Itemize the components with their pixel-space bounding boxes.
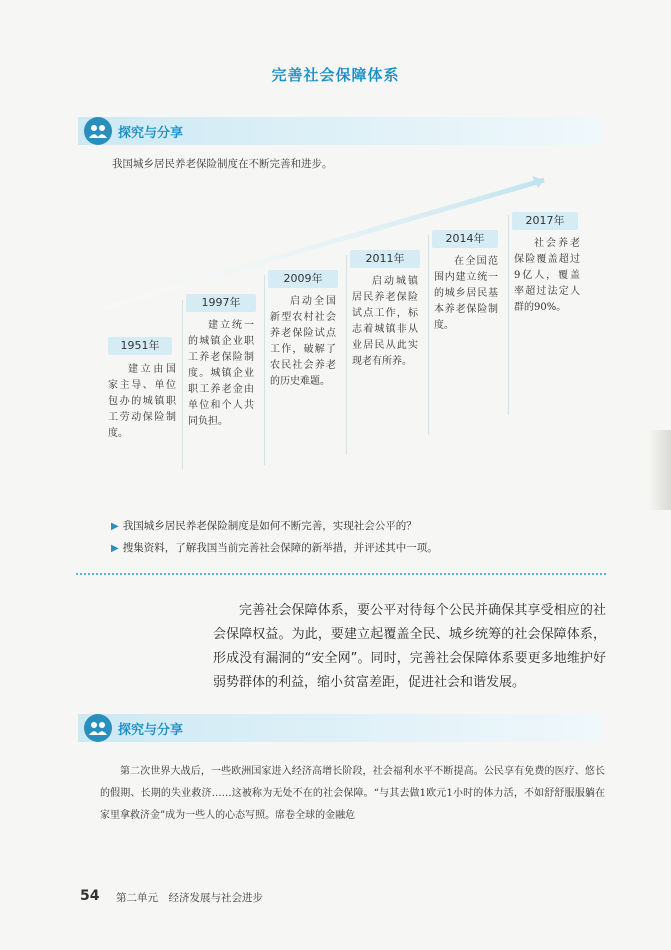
- section-title: 完善社会保障体系: [271, 66, 400, 84]
- timeline-year-2011: 2011年: [350, 250, 420, 268]
- timeline-divider: [508, 215, 509, 415]
- question-item: ▶ 搜集资料，了解我国当前完善社会保障的新举措，并评述其中一项。: [111, 542, 438, 554]
- timeline-divider: [346, 255, 347, 455]
- timeline-text-1997: 建立统一的城镇企业职工养老保险制度。城镇企业职工养老金由单位和个人共同负担。: [188, 320, 254, 427]
- globe-people-icon: [84, 117, 112, 145]
- inquiry-banner-label: 探究与分享: [118, 126, 184, 141]
- dotted-divider: [76, 573, 606, 575]
- timeline-text-2014: 在全国范围内建立统一的城乡居民基本养老保险制度。: [434, 256, 498, 331]
- timeline-text-2017: 社会养老保险覆盖超过9亿人，覆盖率超过法定人群的90%。: [514, 238, 580, 313]
- inquiry-banner-label: 探究与分享: [118, 723, 184, 738]
- page-edge-shadow: [649, 430, 671, 510]
- page-number: 54: [80, 888, 100, 904]
- lead-text: 我国城乡居民养老保险制度在不断完善和进步。: [112, 158, 333, 170]
- triangle-bullet-icon: ▶: [111, 543, 119, 554]
- timeline-year-2009: 2009年: [268, 270, 338, 288]
- timeline-year-1951: 1951年: [108, 337, 172, 355]
- timeline-divider: [428, 235, 429, 435]
- inquiry-paragraph: 第二次世界大战后，一些欧洲国家进入经济高增长阶段，社会福利水平不断提高。公民享有免费的医疗、悠长的假期、长期的失业救济……这被称为无处不在的社会保障。“与其去做1欧元1小时的体力活，不如舒舒服服躺在家里拿救济金”成为一些人的心态写照。席卷全球的金融危: [100, 766, 605, 821]
- body-paragraph: 完善社会保障体系，要公平对待每个公民并确保其享受相应的社会保障权益。为此，要建立起覆盖全民、城乡统筹的社会保障体系，形成没有漏洞的“安全网”。同时，完善社会保障体系要更多地维护好弱势群体的利益，缩小贫富差距，促进社会和谐发展。: [213, 603, 606, 690]
- timeline-divider: [182, 300, 183, 470]
- question-item: ▶ 我国城乡居民养老保险制度是如何不断完善，实现社会公平的？: [111, 520, 417, 532]
- globe-people-icon: [84, 714, 112, 742]
- triangle-bullet-icon: ▶: [111, 521, 119, 532]
- timeline-text-2009: 启动全国新型农村社会养老保险试点工作，破解了农民社会养老的历史难题。: [270, 296, 336, 387]
- timeline-year-2014: 2014年: [432, 230, 498, 248]
- timeline-year-2017: 2017年: [512, 212, 578, 230]
- timeline-divider: [264, 275, 265, 465]
- timeline-text-2011: 启动城镇居民养老保险试点工作，标志着城镇非从业居民从此实现老有所养。: [352, 276, 418, 367]
- footer-unit-title: 第二单元 经济发展与社会进步: [116, 892, 263, 904]
- timeline-year-1997: 1997年: [186, 294, 256, 312]
- timeline-text-1951: 建立由国家主导、单位包办的城镇职工劳动保险制度。: [108, 364, 176, 439]
